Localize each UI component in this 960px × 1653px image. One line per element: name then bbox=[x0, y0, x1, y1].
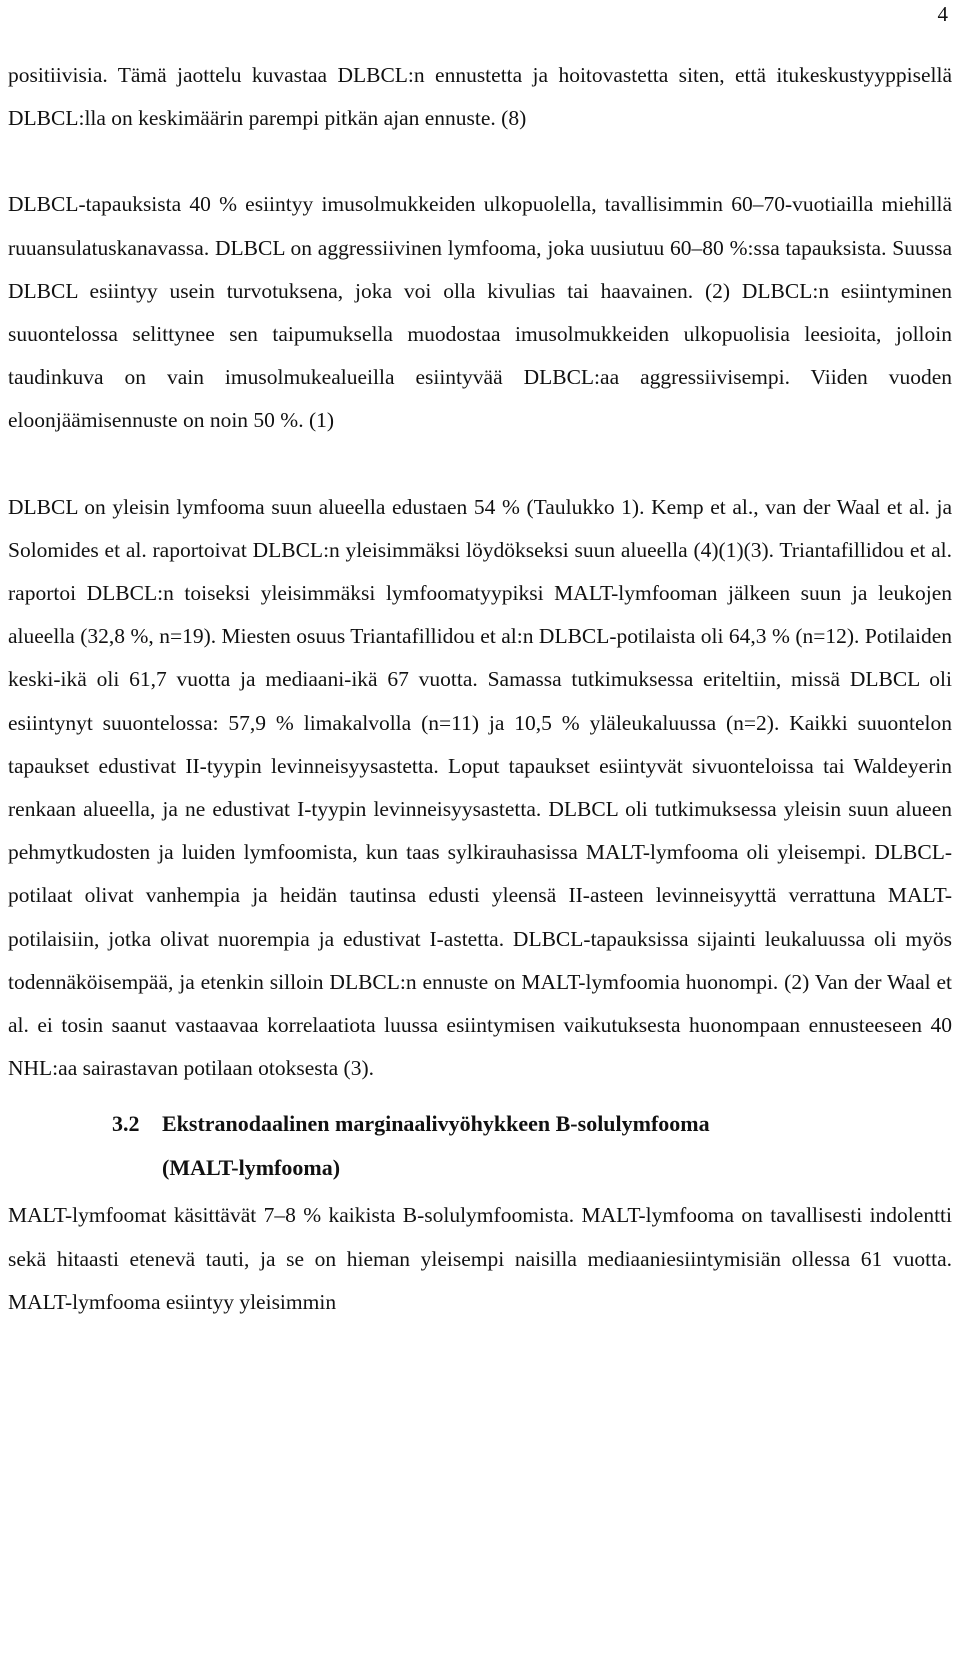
paragraph-malt-intro: MALT-lymfoomat käsittävät 7–8 % kaikista B-solulymfoomista. MALT-lymfooma on tavallisesti indolentti sekä hitaasti etenevä tauti, ja se on hieman yleisempi naisilla mediaaniesiintymisiän ollessa 61 vuotta. MALT-lymfooma esiintyy yleisimmin bbox=[8, 1203, 952, 1314]
section-title: Ekstranodaalinen marginaalivyöhykkeen B-solulymfooma (MALT-lymfooma) bbox=[162, 1111, 710, 1181]
section-number: 3.2 bbox=[112, 1111, 140, 1137]
paragraph-gap bbox=[8, 443, 952, 486]
paragraph-prognosis: positiivisia. Tämä jaottelu kuvastaa DLBCL:n ennustetta ja hoitovastetta siten, että itukeskustyyppisellä DLBCL:lla on keskimäärin parempi pitkän ajan ennuste. (8) bbox=[8, 63, 952, 131]
page-number: 4 bbox=[937, 2, 948, 26]
section-heading bbox=[8, 1102, 952, 1190]
document-body bbox=[8, 54, 952, 1324]
paragraph-dlbcl-occurrence: DLBCL-tapauksista 40 % esiintyy imusolmukkeiden ulkopuolella, tavallisimmin 60–70-vuotiailla miehillä ruuansulatuskanavassa. DLBCL on aggressiivinen lymfooma, joka uusiutuu 60–80 %:ssa tapauksista. Suussa DLBCL esiintyy usein turvotuksena, joka voi olla kivulias tai haavainen. (2) DLBCL:n esiintyminen suuontelossa selittynee sen taipumuksella muodostaa imusolmukkeiden ulkopuolisia leesioita, jolloin taudinkuva on vain imusolmukealueilla esiintyvää DLBCL:aa aggressiivisempi. Viiden vuoden eloonjäämisennuste on noin 50 %. (1) bbox=[8, 192, 952, 433]
paragraph-gap bbox=[8, 140, 952, 183]
paragraph-dlbcl-oral-region: DLBCL on yleisin lymfooma suun alueella edustaen 54 % (Taulukko 1). Kemp et al., van der Waal et al. ja Solomides et al. raportoivat DLBCL:n yleisimmäksi löydökseksi suun alueella (4)(1)(3). Triantafillidou et al. raportoi DLBCL:n toiseksi yleisimmäksi lymfoomatyypiksi MALT-lymfooman jälkeen suun ja leukojen alueella (32,8 %, n=19). Miesten osuus Triantafillidou et al:n DLBCL-potilaista oli 64,3 % (n=12). Potilaiden keski-ikä oli 61,7 vuotta ja mediaani-ikä 67 vuotta. Samassa tutkimuksessa eriteltiin, missä DLBCL oli esiintynyt suuontelossa: 57,9 % limakalvolla (n=11) ja 10,5 % yläleukaluussa (n=2). Kaikki suuontelon tapaukset edustivat II-tyypin levinneisyysastetta. Loput tapaukset esiintyvät sivuonteloissa tai Waldeyerin renkaan alueella, ja ne edustivat I-tyypin levinneisyysastetta. DLBCL oli tutkimuksessa yleisin suun alueen pehmytkudosten ja luiden lymfoomista, kun taas sylkirauhasissa MALT-lymfooma oli yleisempi. DLBCL-potilaat olivat vanhempia ja heidän tautinsa edusti yleensä II-asteen levinneisyyttä verrattuna MALT-potilaisiin, jotka olivat nuorempia ja edustivat I-astetta. DLBCL-tapauksissa sijainti leukaluussa oli myös todennäköisempää, ja etenkin silloin DLBCL:n ennuste on MALT-lymfoomia huonompi. (2) Van der Waal et al. ei tosin saanut vastaavaa korrelaatiota luussa esiintymisen vaikutuksesta huonompaan ennusteeseen 40 NHL:aa sairastavan potilaan otoksesta (3). bbox=[8, 494, 952, 1081]
